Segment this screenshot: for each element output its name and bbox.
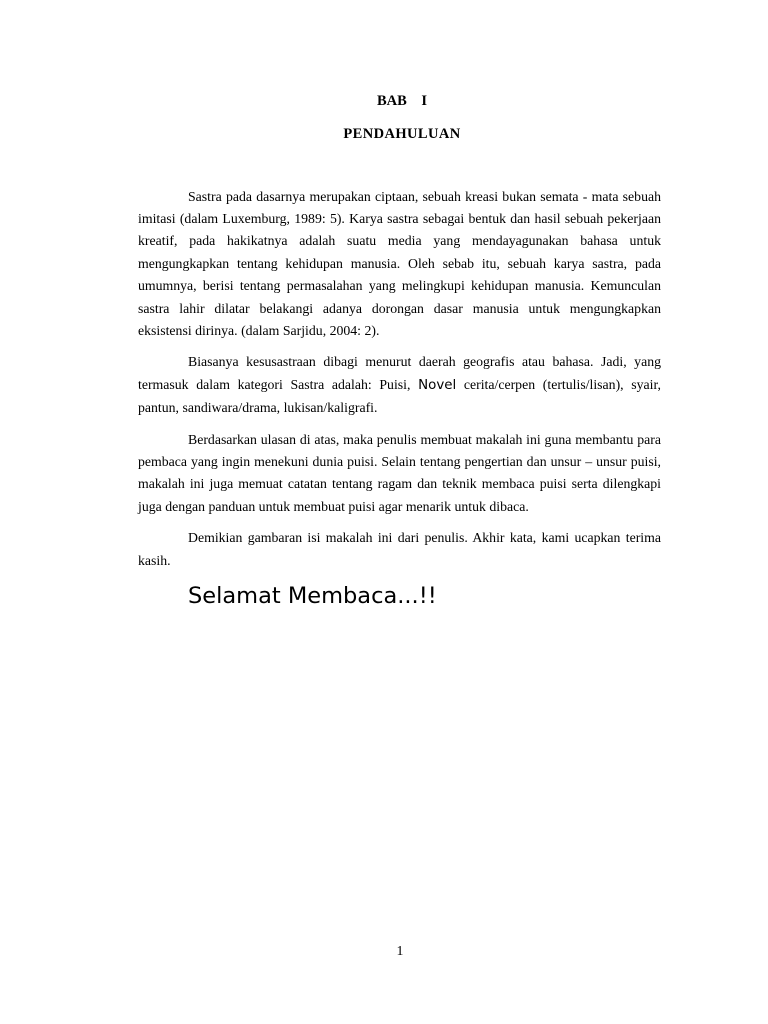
paragraph-line-with-emphasis xyxy=(138,374,661,397)
paragraph-line: Demikian gambaran isi makalah ini dari penulis. Akhir kata, kami ucapkan terima xyxy=(188,530,661,546)
line-text-after: cerita/cerpen (tertulis/lisan), syair, xyxy=(463,376,661,392)
chapter-title: PENDAHULUAN xyxy=(343,126,461,142)
body-text xyxy=(138,186,661,582)
paragraph-line: eksistensi dirinya. (dalam Sarjidu, 2004: 2). xyxy=(138,322,380,338)
paragraph-line: makalah ini juga memuat catatan tentang ragam dan teknik membaca puisi serta dilengkapi xyxy=(138,476,661,492)
paragraph-line: umumnya, berisi tentang permasalahan yang melingkupi kehidupan manusia. Kemunculan xyxy=(138,278,661,294)
paragraph-line: juga dengan panduan untuk membuat puisi agar menarik untuk dibaca. xyxy=(138,498,529,514)
paragraph-1 xyxy=(138,186,661,343)
paragraph-2 xyxy=(138,351,661,419)
paragraph-3 xyxy=(138,429,661,519)
paragraph-line: sastra lahir dilatar belakangi adanya dorongan dasar manusia untuk mengungkapkan xyxy=(138,300,661,316)
chapter-label: BAB I xyxy=(376,93,428,109)
paragraph-line: kreatif, pada hakikatnya adalah suatu media yang mendayagunakan bahasa untuk xyxy=(138,233,661,249)
paragraph-line: Biasanya kesusastraan dibagi menurut daerah geografis atau bahasa. Jadi, yang xyxy=(188,354,661,370)
emphasized-word: Novel xyxy=(418,377,457,393)
paragraph-line: imitasi (dalam Luxemburg, 1989: 5). Karya sastra sebagai bentuk dan hasil sebuah pekerjaan xyxy=(138,210,661,226)
paragraph-line: pembaca yang ingin menekuni dunia puisi. Selain tentang pengertian dan unsur – unsur puisi, xyxy=(138,453,661,469)
paragraph-line: mengungkapkan tentang kehidupan manusia. Oleh sebab itu, sebuah karya sastra, pada xyxy=(138,255,661,271)
paragraph-line: Berdasarkan ulasan di atas, maka penulis membuat makalah ini guna membantu para xyxy=(188,431,661,447)
page-number: 1 xyxy=(396,943,404,958)
closing-text: Selamat Membaca...!! xyxy=(188,583,437,609)
paragraph-line: pantun, sandiwara/drama, lukisan/kaligrafi. xyxy=(138,400,378,416)
paragraph-4 xyxy=(138,527,661,572)
line-text-before: termasuk dalam kategori Sastra adalah: Puisi, xyxy=(138,376,411,392)
paragraph-line: Sastra pada dasarnya merupakan ciptaan, sebuah kreasi bukan semata - mata sebuah xyxy=(188,188,661,204)
paragraph-line: kasih. xyxy=(138,552,171,568)
